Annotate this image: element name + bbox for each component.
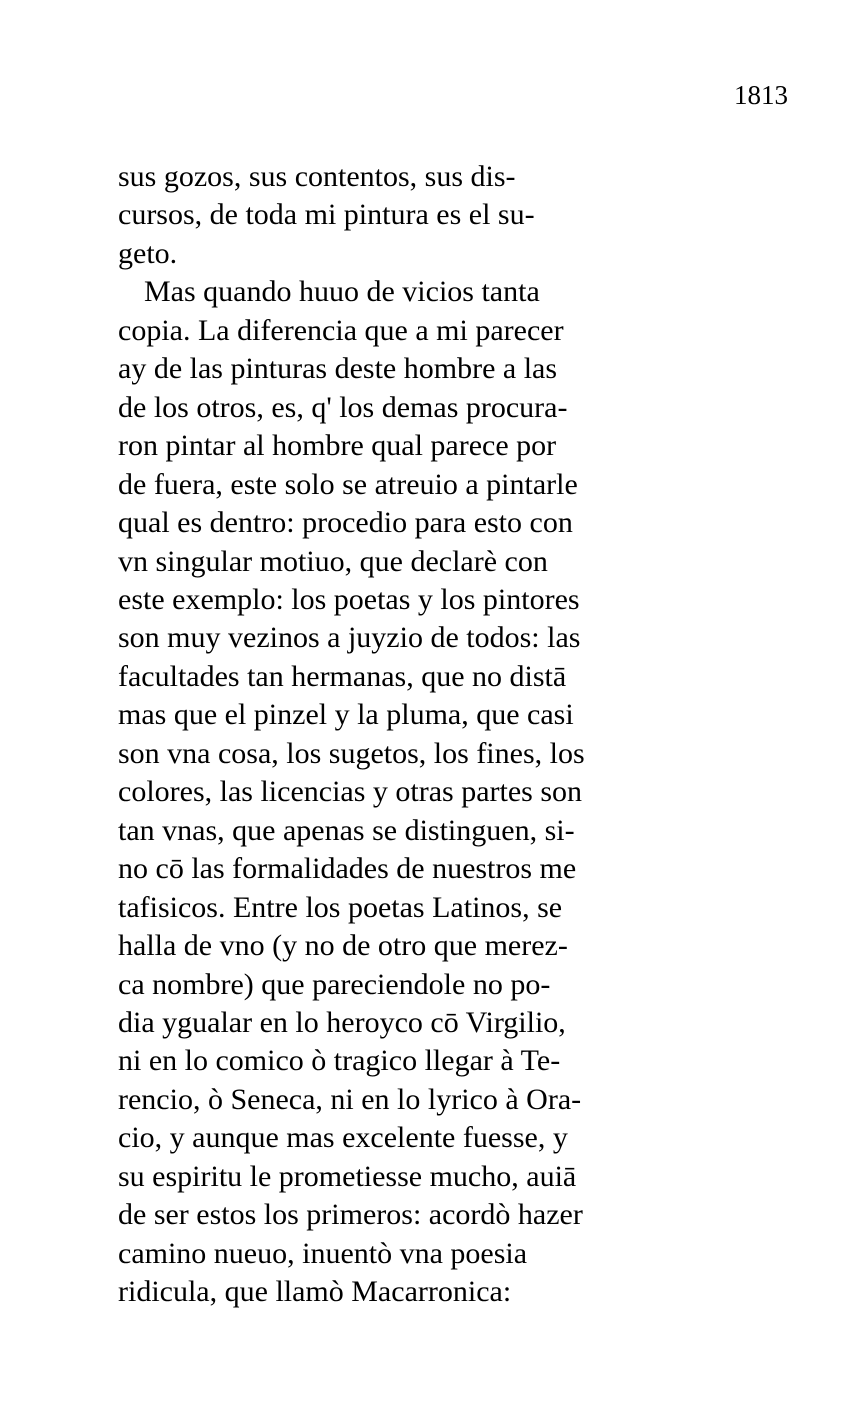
- text-line: copia. La diferencia que a mi parecer: [118, 313, 564, 347]
- text-line: este exemplo: los poetas y los pintores: [118, 582, 580, 616]
- text-line: ay de las pinturas deste hombre a las: [118, 352, 558, 386]
- text-line: dia ygualar en lo heroyco cō Virgilio,: [118, 1005, 566, 1039]
- text-line: sus gozos, sus contentos, sus dis-: [118, 160, 516, 193]
- text-line: rencio, ò Seneca, ni en lo lyrico à Ora-: [118, 1082, 582, 1116]
- text-line: camino nueuo, inuentò vna poesia: [118, 1236, 528, 1270]
- text-line: ron pintar al hombre qual parece por: [118, 429, 557, 463]
- text-line: su espiritu le prometiesse mucho, auiā: [118, 1159, 577, 1193]
- text-line: son vna cosa, los sugetos, los fines, los: [118, 736, 585, 770]
- text-line: de ser estos los primeros: acordò hazer: [118, 1198, 583, 1232]
- text-line: ca nombre) que pareciendole no po-: [118, 967, 551, 1001]
- body-text: [118, 158, 678, 1312]
- text-line: tan vnas, que apenas se distinguen, si-: [118, 813, 575, 847]
- text-line: son muy vezinos a juyzio de todos: las: [118, 621, 581, 655]
- text-line: halla de vno (y no de otro que merez-: [118, 929, 568, 963]
- paragraph-start-line: Mas quando huuo de vicios tanta: [144, 275, 540, 309]
- text-line: ridicula, que llamò Macarronica:: [118, 1275, 512, 1309]
- text-line: de los otros, es, q' los demas procura-: [118, 390, 568, 424]
- text-line: colores, las licencias y otras partes son: [118, 775, 583, 809]
- text-line: cio, y aunque mas excelente fuesse, y: [118, 1121, 568, 1155]
- text-line: vn singular motiuo, que declarè con: [118, 544, 548, 578]
- page-number: 1813: [734, 80, 788, 110]
- text-line: cursos, de toda mi pintura es el su-: [118, 198, 535, 232]
- text-line: ni en lo comico ò tragico llegar à Te-: [118, 1044, 561, 1078]
- text-line: no cō las formalidades de nuestros me: [118, 852, 577, 886]
- text-line: mas que el pinzel y la pluma, que casi: [118, 698, 574, 732]
- text-line: facultades tan hermanas, que no distā: [118, 659, 567, 693]
- text-line: tafisicos. Entre los poetas Latinos, se: [118, 890, 563, 924]
- text-line: de fuera, este solo se atreuio a pintarle: [118, 467, 578, 501]
- text-line: geto.: [118, 236, 178, 270]
- text-line: qual es dentro: procedio para esto con: [118, 506, 573, 540]
